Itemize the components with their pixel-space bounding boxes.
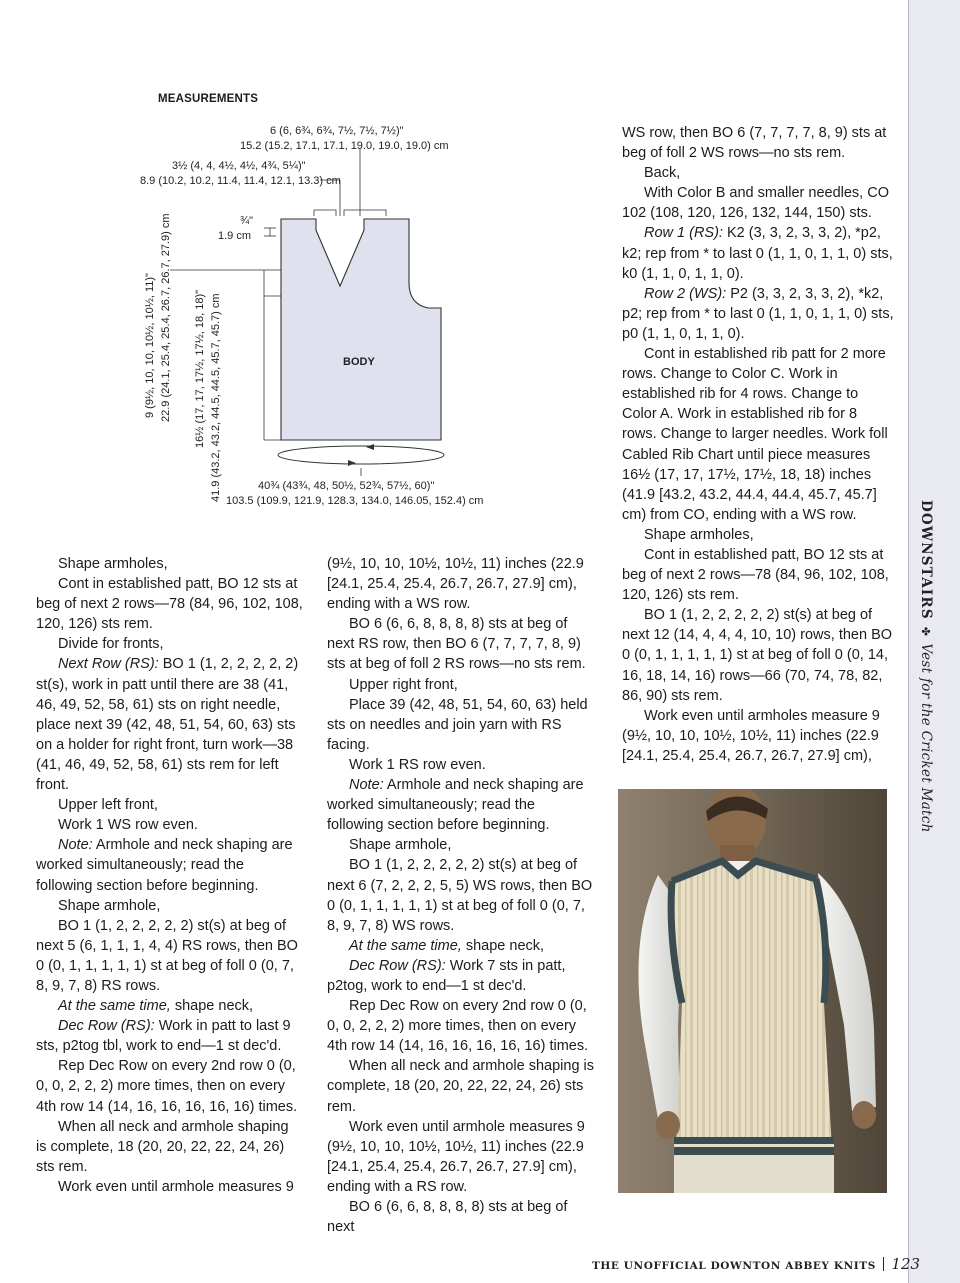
- paragraph-text: Upper right front,: [349, 676, 458, 693]
- paragraph: [622, 545, 894, 605]
- paragraph: [36, 554, 303, 574]
- paragraph: [36, 634, 303, 654]
- paragraph: [327, 1117, 595, 1197]
- paragraph: [622, 706, 894, 766]
- paragraph-text: Cont in established patt, BO 12 sts at beg of next 2 rows—78 (84, 96, 102, 108, 120, 126) sts rem.: [622, 546, 889, 604]
- paragraph: [622, 183, 894, 223]
- paragraph-text: BO 6 (6, 6, 8, 8, 8, 8) sts at beg of next: [327, 1199, 568, 1236]
- model-trousers: [674, 1155, 834, 1193]
- paragraph: [36, 815, 303, 835]
- paragraph-italic-lead: Row 1 (RS):: [644, 225, 723, 242]
- paragraph: [327, 775, 595, 835]
- body-length-cm: 41.9 (43.2, 43.2, 44.5, 44.5, 45.7, 45.7) cm: [210, 293, 222, 502]
- paragraph: [327, 855, 595, 935]
- paragraph-text: When all neck and armhole shaping is complete, 18 (20, 20, 22, 22, 24, 26) sts rem.: [36, 1118, 289, 1175]
- paragraph-text: K2 (3, 3, 2, 3, 3, 2), *p2, k2; rep from * to last 0 (1, 1, 0, 1, 1, 0) sts, k0 (1, 1, 0, 1, 1, 0).: [622, 225, 893, 282]
- vest-back-photo: [618, 789, 887, 1193]
- paragraph-text: When all neck and armhole shaping is complete, 18 (20, 20, 22, 22, 24, 26) sts rem.: [327, 1058, 595, 1115]
- paragraph: [327, 996, 595, 1056]
- armhole-depth-in: 9 (9½, 10, 10, 10½, 10½, 11)": [144, 273, 156, 418]
- paragraph-text: shape neck,: [461, 937, 545, 954]
- paragraph: [622, 605, 894, 705]
- left-hand: [656, 1111, 680, 1139]
- right-hand: [852, 1101, 876, 1129]
- book-title: THE UNOFFICIAL DOWNTON ABBEY KNITS: [592, 1260, 876, 1272]
- page-footer: [592, 1254, 920, 1273]
- edge-depth-in: ¾": [240, 215, 254, 227]
- chest-circumference-cm: 103.5 (109.9, 121.9, 128.3, 134.0, 146.05, 152.4) cm: [226, 495, 484, 507]
- vest-body: [672, 861, 832, 1153]
- paragraph-italic-lead: Note:: [349, 777, 384, 794]
- paragraph: [327, 835, 595, 855]
- paragraph-text: Cont in established rib patt for 2 more rows. Change to Color C. Work in established rib for 4 rows. Change to Color A. Work in established rib for 8 rows. Change to larger needles. Work foll Cabled Rib Chart until piece measures 16½ (17, 17, 17½, 17½, 18, 18) inches (41.9 [43.2, 43.2, 44.4, 44.4, 45.7, 45.7] cm) from CO, ending with a WS row.: [622, 346, 888, 523]
- paragraph: [36, 1177, 303, 1197]
- paragraph: [327, 1056, 595, 1116]
- chapter-side-tab: [908, 0, 960, 1283]
- paragraph-text: BO 1 (1, 2, 2, 2, 2, 2) st(s), work in patt until there are 38 (41, 46, 49, 52, 58, 61) sts on right needle, place next 39 (42, 48, 51, 54, 60, 63) sts on a holder for right front, turn work—38 (41, 46, 49, 52, 58, 61) sts rem for left front.: [36, 656, 299, 794]
- paragraph-italic-lead: Note:: [58, 837, 93, 854]
- armhole-depth-cm: 22.9 (24.1, 25.4, 25.4, 26.7, 26.7, 27.9) cm: [160, 213, 172, 422]
- paragraph: [36, 1056, 303, 1116]
- paragraph-text: Divide for fronts,: [58, 636, 164, 653]
- paragraph: [36, 795, 303, 815]
- paragraph-text: Armhole and neck shaping are worked simultaneously; read the following section before beginning.: [327, 777, 584, 834]
- paragraph-italic-lead: Row 2 (WS):: [644, 285, 727, 302]
- paragraph: [327, 755, 595, 775]
- paragraph-italic-lead: At the same time,: [58, 998, 171, 1015]
- vest-photo-illustration: [618, 789, 887, 1193]
- paragraph: [36, 1016, 303, 1056]
- paragraph-text: BO 1 (1, 2, 2, 2, 2, 2) st(s) at beg of next 5 (6, 1, 1, 1, 4, 4) RS rows, then BO 0 (0, 1, 1, 1, 1, 1) st at beg of foll 0 (0, 7, 8, 9, 7, 8) RS rows.: [36, 917, 298, 994]
- body-label: BODY: [343, 356, 375, 368]
- paragraph-text: Shape armhole,: [58, 897, 161, 914]
- paragraph-text: Place 39 (42, 48, 51, 54, 60, 63) held sts on needles and join yarn with RS facing.: [327, 696, 588, 753]
- paragraph: [622, 284, 894, 344]
- paragraph: [36, 1117, 303, 1177]
- page-number: 123: [891, 1255, 921, 1273]
- paragraph-text: Cont in established patt, BO 12 sts at beg of next 2 rows—78 (84, 96, 102, 108, 120, 126) sts rem.: [36, 576, 303, 633]
- neck-width-cm: 8.9 (10.2, 10.2, 11.4, 11.4, 12.1, 13.3) cm: [140, 175, 341, 187]
- paragraph-italic-lead: Dec Row (RS):: [349, 957, 446, 974]
- paragraph-text: Shape armholes,: [644, 526, 754, 543]
- paragraph: [327, 675, 595, 695]
- chest-circumference-in: 40¾ (43¾, 48, 50½, 52¾, 57½, 60)": [258, 480, 435, 492]
- paragraph: [622, 525, 894, 545]
- text-column-3: [622, 123, 894, 766]
- paragraph-italic-lead: At the same time,: [349, 937, 462, 954]
- paragraph: [327, 956, 595, 996]
- chest-arrow-right-icon: [366, 444, 374, 450]
- paragraph-text: Upper left front,: [58, 797, 158, 814]
- paragraph: [327, 936, 595, 956]
- footer-divider: [883, 1257, 885, 1271]
- body-length-in: 16½ (17, 17, 17½, 17½, 18, 18)": [194, 289, 206, 448]
- paragraph: [36, 654, 303, 795]
- shoulder-bracket: [344, 210, 386, 216]
- paragraph: [622, 123, 894, 163]
- measurements-schematic: [130, 118, 520, 518]
- paragraph: [622, 223, 894, 283]
- paragraph: [36, 896, 303, 916]
- paragraph-text: With Color B and smaller needles, CO 102 (108, 120, 126, 132, 144, 150) sts.: [622, 185, 889, 222]
- chapter-side-label: [918, 500, 934, 833]
- paragraph: [327, 614, 595, 674]
- paragraph-text: Work even until armholes measure 9 (9½, 10, 10, 10½, 10½, 11) inches (22.9 [24.1, 25.4, 25.4, 26.7, 26.7, 27.9] cm),: [622, 707, 880, 764]
- separator-ornament-icon: ✤: [919, 626, 932, 637]
- pattern-title: Vest for the Cricket Match: [918, 643, 934, 833]
- text-column-2: [327, 554, 595, 1237]
- shoulder-width-cm: 15.2 (15.2, 17.1, 17.1, 19.0, 19.0, 19.0) cm: [240, 140, 449, 152]
- neck-bracket: [314, 210, 336, 216]
- paragraph-text: Shape armholes,: [58, 556, 168, 572]
- text-column-1: [36, 554, 303, 1197]
- paragraph-text: Work 7 sts in patt, p2tog, work to end—1 st dec'd.: [327, 957, 566, 994]
- paragraph-text: BO 1 (1, 2, 2, 2, 2, 2) st(s) at beg of next 12 (14, 4, 4, 4, 10, 10) rows, then BO 0 (0, 1, 1, 1, 1, 1) st at beg of foll 0 (0, 14, 16, 18, 14, 16) rows—66 (70, 74, 78, 82, 86, 90) sts rem.: [622, 607, 893, 704]
- paragraph-text: Shape armhole,: [349, 837, 452, 854]
- paragraph: [36, 916, 303, 996]
- paragraph-text: Work in patt to last 9 sts, p2tog tbl, work to end—1 st dec'd.: [36, 1018, 291, 1055]
- paragraph: [36, 996, 303, 1016]
- paragraph-text: Rep Dec Row on every 2nd row 0 (0, 0, 0, 2, 2, 2) more times, then on every 4th row 14 (14, 16, 16, 16, 16, 16) times.: [36, 1058, 298, 1115]
- paragraph-text: (9½, 10, 10, 10½, 10½, 11) inches (22.9 [24.1, 25.4, 25.4, 26.7, 26.7, 27.9] cm), ending with a WS row.: [327, 556, 584, 613]
- paragraph-text: Work even until armhole measures 9 (9½, 10, 10, 10½, 10½, 11) inches (22.9 [24.1, 25.4, 25.4, 26.7, 26.7, 27.9] cm), ending with a RS row.: [327, 1118, 585, 1195]
- vest-body-shape: [281, 219, 441, 440]
- paragraph-text: Back,: [644, 165, 681, 182]
- neck-width-in: 3½ (4, 4, 4½, 4½, 4¾, 5¼)": [172, 160, 306, 172]
- paragraph-text: Rep Dec Row on every 2nd row 0 (0, 0, 0, 2, 2, 2) more times, then on every 4th row 14 (14, 16, 16, 16, 16, 16) times.: [327, 998, 589, 1055]
- chest-arrow-left-icon: [348, 460, 356, 466]
- paragraph: [327, 1197, 595, 1237]
- paragraph-text: WS row, then BO 6 (7, 7, 7, 7, 8, 9) sts at beg of foll 2 WS rows—no sts rem.: [622, 125, 887, 162]
- paragraph-text: Work even until armhole measures 9: [58, 1178, 294, 1195]
- paragraph: [622, 163, 894, 183]
- paragraph: [327, 554, 595, 614]
- paragraph-text: Work 1 RS row even.: [349, 756, 486, 773]
- paragraph-text: BO 1 (1, 2, 2, 2, 2, 2) st(s) at beg of next 6 (7, 2, 2, 2, 5, 5) WS rows, then BO 0 (0, 1, 1, 1, 1, 1) st at beg of foll 0 (0, 7, 8, 9, 7, 8) WS rows.: [327, 857, 593, 934]
- paragraph-italic-lead: Next Row (RS):: [58, 656, 159, 673]
- paragraph: [36, 835, 303, 895]
- paragraph: [327, 695, 595, 755]
- shoulder-width-in: 6 (6, 6¾, 6¾, 7½, 7½, 7½)": [270, 125, 404, 137]
- paragraph: [36, 574, 303, 634]
- paragraph-text: Armhole and neck shaping are worked simultaneously; read the following section before beginning.: [36, 837, 293, 894]
- paragraph-text: shape neck,: [170, 998, 254, 1015]
- paragraph-text: Work 1 WS row even.: [58, 817, 198, 834]
- paragraph: [622, 344, 894, 525]
- paragraph-italic-lead: Dec Row (RS):: [58, 1018, 155, 1035]
- paragraph-text: BO 6 (6, 6, 8, 8, 8, 8) sts at beg of next RS row, then BO 6 (7, 7, 7, 7, 8, 9) sts at beg of foll 2 RS rows—no sts rem.: [327, 616, 586, 673]
- chest-circumference-ellipse: [278, 446, 444, 464]
- vest-hem-stripe: [674, 1144, 834, 1147]
- paragraph-text: P2 (3, 3, 2, 3, 3, 2), *k2, p2; rep from * to last 0 (1, 1, 0, 1, 1, 0) sts, p0 (1, 1, 0, 1, 1, 0).: [622, 285, 894, 342]
- edge-depth-cm: 1.9 cm: [218, 230, 252, 242]
- chapter-section: DOWNSTAIRS: [918, 500, 934, 620]
- measurements-heading: MEASUREMENTS: [158, 93, 259, 105]
